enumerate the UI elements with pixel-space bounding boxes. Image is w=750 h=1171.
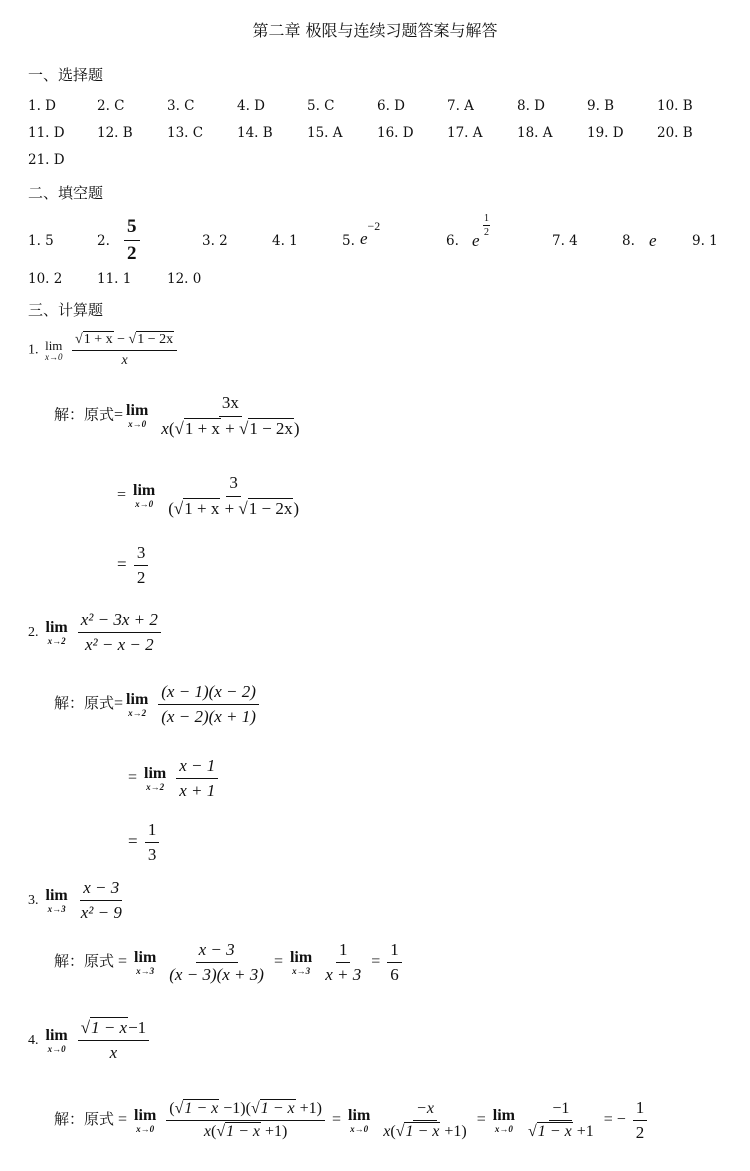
- choice-answer: 18. A: [517, 125, 553, 141]
- fill-answer-2-label: 2.: [97, 233, 110, 249]
- problem-1-step-2: = lim x→0 $\frac{3}{(√1 + x + √1 - 2x)}$: [117, 473, 300, 518]
- problem-4-step-1: 解：原式 = lim x→0 $\frac{(√1 - x -1)(√1 - x +1)}{x(√1 - x +1)}$ = lim x→0 $\frac{-x}{x(√1 - x +1)}$ = lim x→0 $\frac{-1}{√1 - x +1}$ = − $\frac{1}{2}$: [54, 1098, 650, 1143]
- choice-answer: 12. B: [97, 125, 133, 141]
- section-heading-fill: 二、填空题: [28, 184, 104, 202]
- choice-answer: 14. B: [237, 125, 273, 141]
- choice-answer: 9. B: [587, 98, 615, 114]
- section-heading-calc: 三、计算题: [28, 301, 104, 319]
- choice-answer: 17. A: [447, 125, 483, 141]
- fill-answer-8-value: e: [649, 231, 657, 250]
- problem-2-label: 2.: [28, 625, 39, 641]
- fill-answer-6-expression: e: [472, 231, 480, 250]
- choice-answer: 7. A: [447, 98, 474, 114]
- problem-2-step-2: = lim x→2 $\frac{x - 1}{x + 1}$: [128, 756, 221, 801]
- section-heading-choice: 一、选择题: [28, 66, 104, 84]
- problem-2: 2. lim x→2 $\frac{\text{x² − 3x + 2}}{\text{x² − x − 2}}$: [28, 610, 164, 655]
- problem-1-step-1: 解：原式= lim x→0 $\frac{3x}{x(√1 + x + √1 - 2x)}$: [54, 393, 300, 438]
- choice-answer: 21. D: [28, 152, 65, 168]
- problem-3-step-1: 解：原式 = lim x→3 $\frac{x - 3}{(x - 3)(x + 3)}$ = lim x→3 $\frac{1}{x + 3}$ = $\frac{1}{6}$: [54, 940, 405, 985]
- choice-answer: 10. B: [657, 98, 693, 114]
- fill-answer-1: 1. 5: [28, 233, 54, 249]
- choice-answer: 11. D: [28, 125, 65, 141]
- choice-answer: 5. C: [307, 98, 335, 114]
- fill-answer-6-label: 6.: [446, 233, 459, 249]
- fill-answer-5-label: 5.: [342, 233, 355, 249]
- fill-answer-3: 3. 2: [202, 233, 228, 249]
- fill-answer-7: 7. 4: [552, 233, 578, 249]
- fill-answer-4: 4. 1: [272, 233, 298, 249]
- fill-answer-9: 9. 1: [692, 233, 718, 249]
- problem-1: 1. lim x→0 $\frac{√1 + x - √1 - 2x}{x}$: [28, 332, 180, 369]
- choice-answer: 2. C: [97, 98, 125, 114]
- problem-2-step-1: 解：原式= lim x→2 $\frac{(x - 1)(x - 2)}{(x - 2)(x + 1)}$: [54, 682, 262, 727]
- choice-answer: 3. C: [167, 98, 195, 114]
- problem-3-label: 3.: [28, 893, 39, 909]
- problem-1-step-3: = $\frac{3}{2}$: [117, 543, 151, 588]
- fill-answer-10: 10. 2: [28, 271, 63, 287]
- problem-1-label: 1.: [28, 342, 39, 358]
- fill-answer-11: 11. 1: [97, 271, 132, 287]
- problem-2-step-3: = $\frac{1}{3}$: [128, 820, 162, 865]
- page-title: 第二章 极限与连续习题答案与解答: [252, 21, 498, 40]
- choice-answer: 4. D: [237, 98, 265, 114]
- fill-answer-5-expression: $e^{-2}$: [360, 219, 381, 248]
- fill-answer-2-fraction: $\frac{5}{2}$: [121, 216, 143, 265]
- fill-answer-6-exponent: $\frac{1}{2}$: [484, 213, 489, 238]
- choice-answer: 13. C: [167, 125, 204, 141]
- fill-answer-8-label: 8.: [622, 233, 635, 249]
- fill-answer-12: 12. 0: [167, 271, 202, 287]
- problem-4: 4. lim x→0 $\frac{√1 - x-1}{x}$: [28, 1018, 152, 1063]
- choice-answer: 19. D: [587, 125, 624, 141]
- choice-answer: 20. B: [657, 125, 693, 141]
- problem-3: 3. lim x→3 $\frac{x - 3}{\text{x² − 9}}$: [28, 878, 122, 922]
- choice-answer: 8. D: [517, 98, 545, 114]
- choice-answer: 1. D: [28, 98, 56, 114]
- choice-answer: 16. D: [377, 125, 414, 141]
- choice-answer: 15. A: [307, 125, 343, 141]
- problem-4-label: 4.: [28, 1033, 39, 1049]
- choice-answer: 6. D: [377, 98, 405, 114]
